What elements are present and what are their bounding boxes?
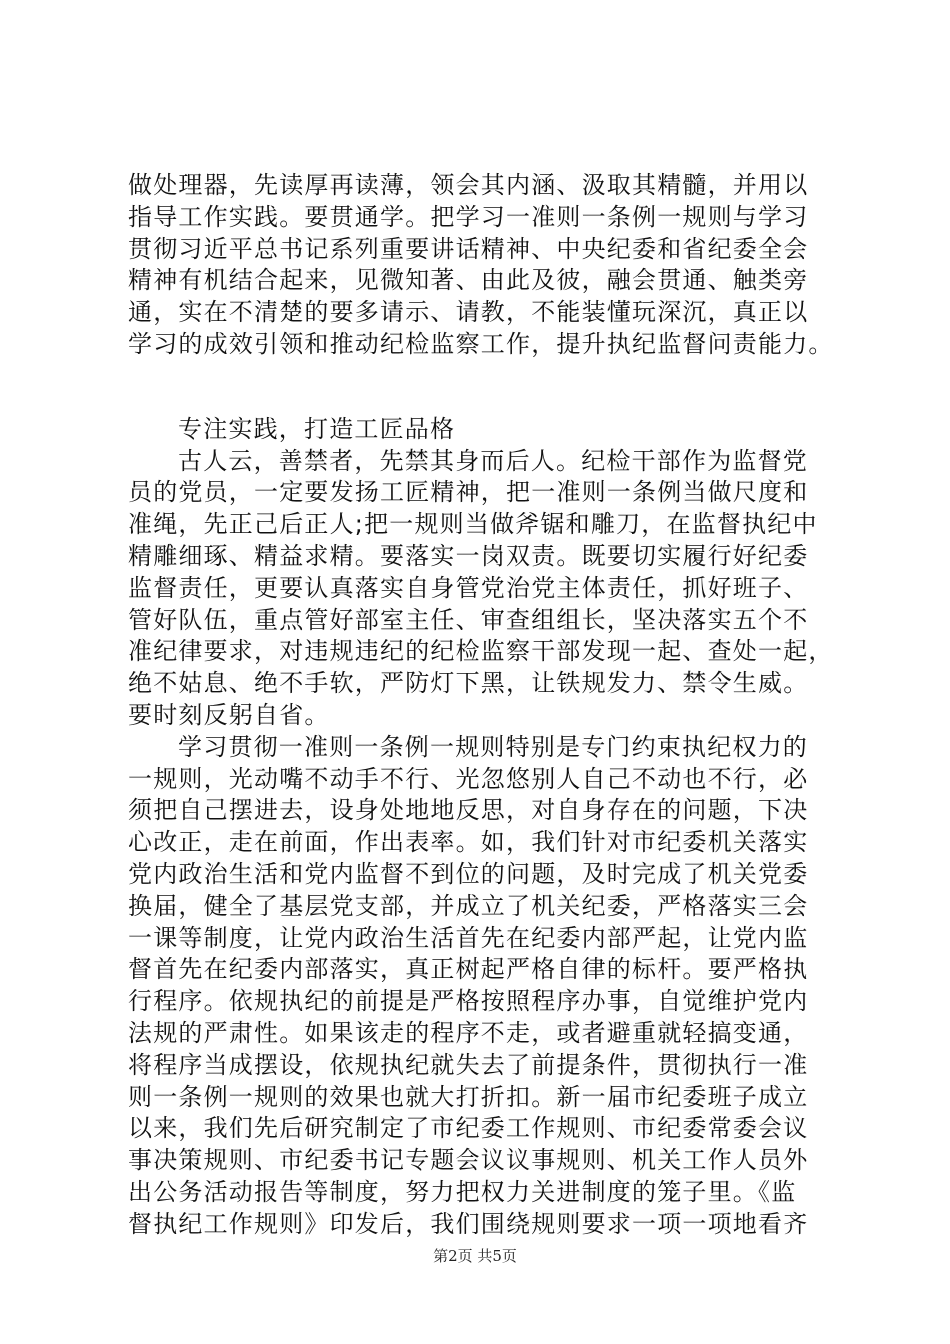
text-line: 则一条例一规则的效果也就大打折扣。新一届市纪委班子成立 [128,1082,809,1111]
text-line: 准绳，先正己后正人;把一规则当做斧锯和雕刀，在监督执纪中 [128,510,818,539]
text-line: 指导工作实践。要贯通学。把学习一准则一条例一规则与学习 [128,202,809,231]
text-line: 管好队伍，重点管好部室主任、审查组组长，坚决落实五个不 [128,605,809,634]
text-line: 督首先在纪委内部落实，真正树起严格自律的标杆。要严格执 [128,955,809,984]
page-footer [0,1245,950,1266]
text-line: 督执纪工作规则》印发后，我们围绕规则要求一项一项地看齐 [128,1209,809,1238]
text-line: 员的党员，一定要发扬工匠精神，把一准则一条例当做尺度和 [128,478,809,507]
text-line: 做处理器，先读厚再读薄，领会其内涵、汲取其精髓，并用以 [128,171,809,199]
text-line: 以来，我们先后研究制定了市纪委工作规则、市纪委常委会议 [128,1114,809,1143]
text-line: 绝不姑息、绝不手软，严防灯下黑，让铁规发力、禁令生威。 [128,669,809,698]
text-line: 心改正，走在前面，作出表率。如，我们针对市纪委机关落实 [128,828,809,857]
text-line: 须把自己摆进去，设身处地地反思，对自身存在的问题，下决 [128,796,809,825]
section-heading: 专注实践，打造工匠品格 [178,414,456,443]
page-indicator: 第2页 共5页 [433,1247,517,1265]
text-line: 将程序当成摆设，依规执纪就失去了前提条件，贯彻执行一准 [128,1050,809,1079]
paragraph [128,732,828,1241]
text-line: 要时刻反躬自省。 [128,700,330,729]
paragraph-gap [128,361,828,414]
text-line: 换届，健全了基层党支部，并成立了机关纪委，严格落实三会 [128,891,809,920]
text-line: 学习贯彻一准则一条例一规则特别是专门约束执纪权力的 [178,732,808,761]
text-line: 一课等制度，让党内政治生活首先在纪委内部严起，让党内监 [128,923,809,952]
paragraph [128,170,834,361]
text-line: 学习的成效引领和推动纪检监察工作，提升执纪监督问责能力。 [128,329,834,358]
text-line: 行程序。依规执纪的前提是严格按照程序办事，自觉维护党内 [128,987,809,1016]
text-line: 精神有机结合起来，见微知著、由此及彼，融会贯通、触类旁 [128,266,809,295]
text-line: 古人云，善禁者，先禁其身而后人。纪检干部作为监督党 [178,446,808,475]
text-line: 事决策规则、市纪委书记专题会议议事规则、机关工作人员外 [128,1146,809,1175]
paragraph [128,446,834,732]
text-line: 法规的严肃性。如果该走的程序不走，或者避重就轻搞变通， [128,1018,809,1047]
text-line: 党内政治生活和党内监督不到位的问题，及时完成了机关党委 [128,859,809,888]
text-line: 出公务活动报告等制度，努力把权力关进制度的笼子里。《监 [128,1177,797,1206]
document-body [128,170,834,1241]
text-line: 准纪律要求，对违规违纪的纪检监察干部发现一起、查处一起， [128,637,834,666]
text-line: 监督责任，更要认真落实自身管党治党主体责任，抓好班子、 [128,573,809,602]
text-line: 通，实在不清楚的要多请示、请教，不能装懂玩深沉，真正以 [128,298,809,327]
text-line: 一规则，光动嘴不动手不行、光忽悠别人自己不动也不行，必 [128,764,809,793]
text-line: 精雕细琢、精益求精。要落实一岗双责。既要切实履行好纪委 [128,541,809,570]
text-line: 贯彻习近平总书记系列重要讲话精神、中央纪委和省纪委全会 [128,234,809,263]
